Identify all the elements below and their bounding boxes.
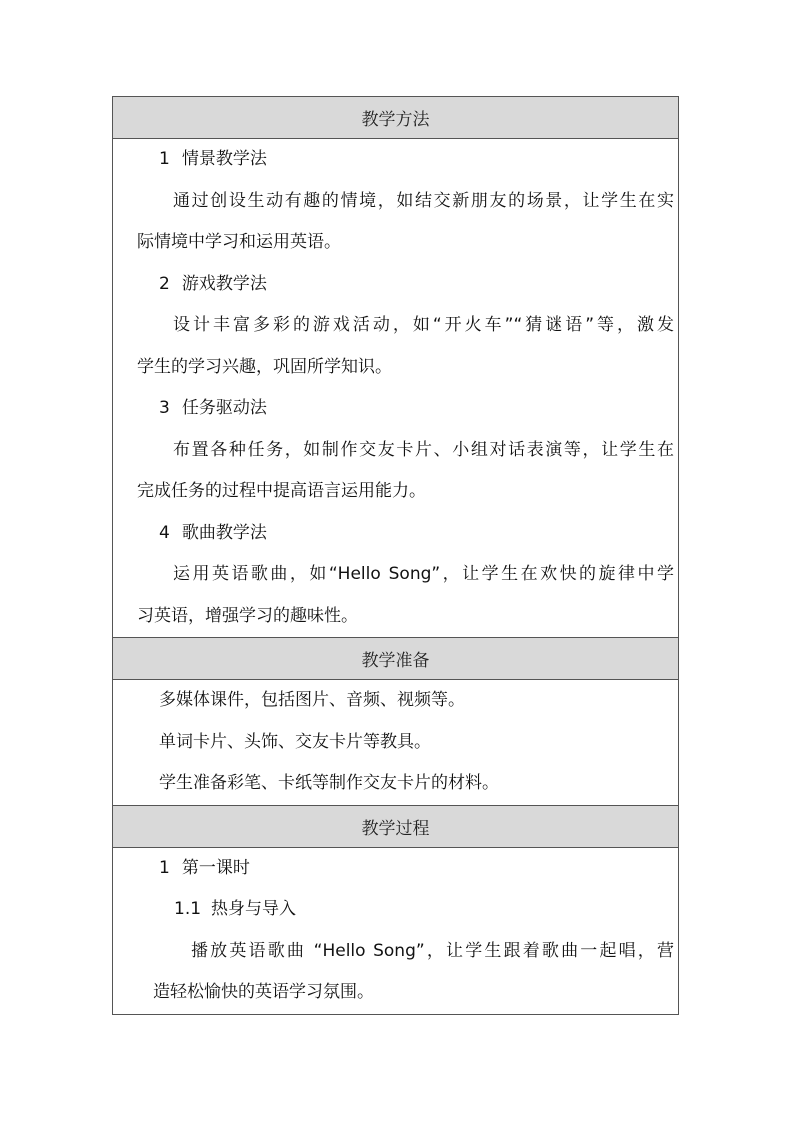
section-title: 教学过程 [361, 818, 430, 839]
preparation-item: 多媒体课件，包括图片、音频、视频等。 [159, 690, 465, 710]
section-body-process [113, 848, 678, 1014]
lesson-plan-table [112, 96, 679, 1015]
paragraph-line: 布置各种任务，如制作交友卡片、小组对话表演等，让学生在 [173, 439, 674, 460]
paragraph-line: 设计丰富多彩的游戏活动，如“开火车”“猜谜语”等，激发 [173, 315, 674, 335]
section-header-process [113, 806, 678, 848]
section-header-preparation [113, 638, 678, 680]
preparation-item: 学生准备彩笔、卡纸等制作交友卡片的材料。 [159, 773, 499, 793]
section-body-preparation [113, 680, 678, 806]
paragraph-line: 通过创设生动有趣的情境，如结交新朋友的场景，让学生在实 [173, 190, 674, 211]
paragraph-line: 习英语，增强学习的趣味性。 [137, 605, 358, 626]
paragraph-line: 际情境中学习和运用英语。 [137, 232, 341, 252]
section-body-methods [113, 139, 678, 638]
step-heading: 1.1 热身与导入 [174, 899, 297, 919]
paragraph-line: 学生的学习兴趣，巩固所学知识。 [137, 356, 392, 377]
method-heading: 3 任务驱动法 [159, 398, 267, 418]
preparation-item: 单词卡片、头饰、交友卡片等教具。 [159, 731, 431, 752]
lesson-heading: 1 第一课时 [159, 857, 250, 878]
section-header-methods [113, 97, 678, 139]
method-heading: 1 情景教学法 [159, 149, 267, 169]
paragraph-line: 播放英语歌曲 “Hello Song”，让学生跟着歌曲一起唱，营 [191, 940, 674, 961]
section-title: 教学准备 [361, 651, 430, 671]
section-title: 教学方法 [361, 110, 430, 130]
method-heading: 2 游戏教学法 [159, 273, 267, 294]
paragraph-line: 完成任务的过程中提高语言运用能力。 [137, 481, 426, 501]
paragraph-line: 造轻松愉快的英语学习氛围。 [153, 982, 374, 1002]
method-heading: 4 歌曲教学法 [159, 522, 267, 543]
paragraph-line: 运用英语歌曲，如“Hello Song”，让学生在欢快的旋律中学 [173, 564, 674, 584]
